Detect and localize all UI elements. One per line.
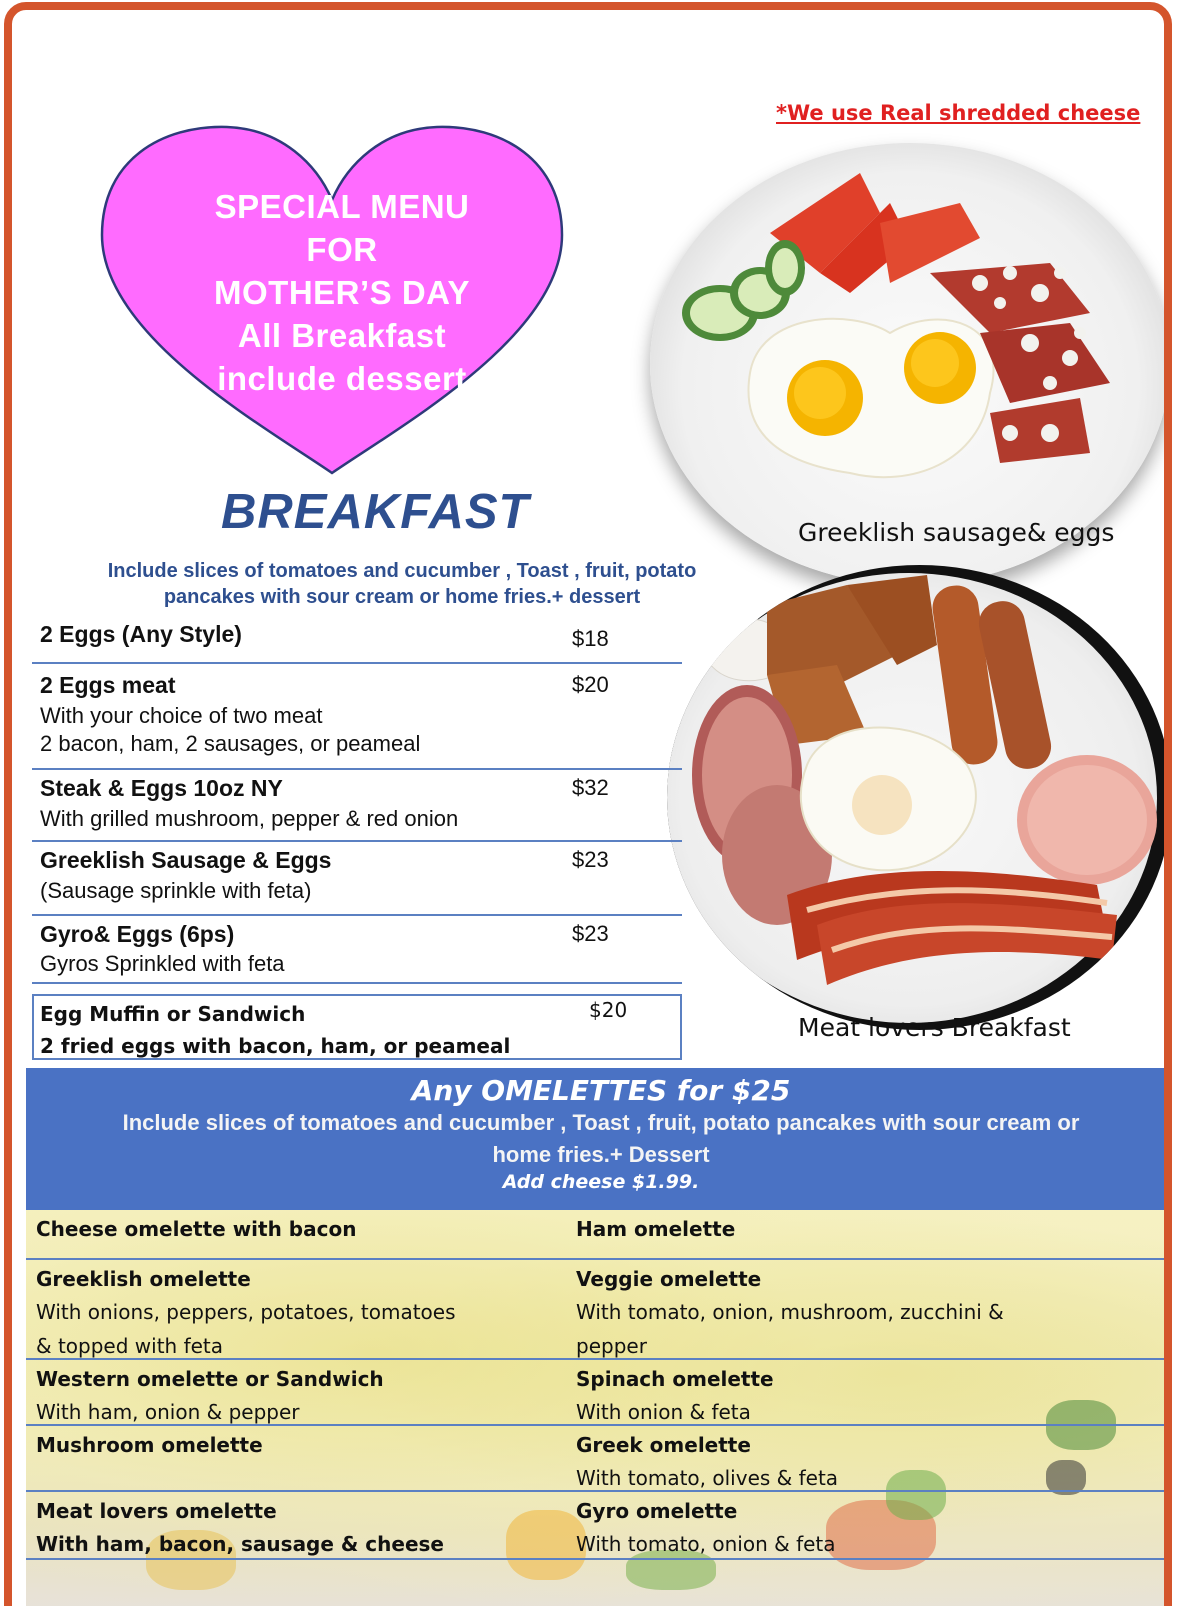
omelette-name: Spinach omelette	[576, 1367, 774, 1391]
heart-line-5: include dessert	[217, 360, 467, 397]
add-cheese-note: Add cheese $1.99.	[502, 1171, 700, 1193]
omelette-name: Cheese omelette with bacon	[36, 1217, 357, 1241]
cheese-note: *We use Real shredded cheese	[776, 101, 1141, 125]
item-desc: Gyros Sprinkled with feta	[40, 951, 285, 976]
item-name: Gyro& Eggs (6ps)	[40, 921, 235, 947]
omelette-desc: With ham, onion & pepper	[36, 1400, 300, 1424]
omelette-left	[26, 1426, 566, 1464]
item-price: $20	[589, 998, 628, 1022]
item-name: Egg Muffin or Sandwich	[40, 1002, 306, 1026]
menu-item	[32, 664, 682, 770]
breakfast-items	[32, 618, 682, 1060]
breakfast-subtitle	[42, 558, 762, 610]
menu-frame	[4, 2, 1172, 1606]
item-price: $23	[572, 847, 609, 872]
omelettes-header	[26, 1068, 1172, 1210]
omelette-desc: & topped with feta	[36, 1334, 224, 1358]
heart-line-2: FOR	[306, 231, 378, 268]
omelette-left	[26, 1360, 566, 1432]
omelette-left	[26, 1260, 566, 1366]
omelette-desc: With onion & feta	[576, 1400, 751, 1424]
heart-line-1: SPECIAL MENU	[214, 188, 470, 225]
item-desc: 2 fried eggs with bacon, ham, or peameal	[40, 1034, 511, 1058]
omelette-right	[566, 1426, 1166, 1498]
heart-line-3: MOTHER’S DAY	[214, 274, 470, 311]
omelette-name: Gyro omelette	[576, 1499, 738, 1523]
omelette-desc: With ham, bacon, sausage & cheese	[36, 1532, 444, 1556]
omelette-right	[566, 1210, 1166, 1248]
omelette-left	[26, 1210, 566, 1248]
breakfast-subtitle-line-1: Include slices of tomatoes and cucumber , Toast , fruit, potato	[107, 560, 697, 582]
item-name: 2 Eggs meat	[40, 672, 176, 698]
breakfast-subtitle-line-2: pancakes with sour cream or home fries.+ dessert	[163, 586, 641, 608]
menu-item	[32, 770, 682, 842]
item-desc: With grilled mushroom, pepper & red onion	[40, 806, 459, 831]
table-row	[26, 1260, 1172, 1360]
omelette-desc: With tomato, onion, mushroom, zucchini &	[576, 1300, 1004, 1324]
item-desc: (Sausage sprinkle with feta)	[40, 878, 312, 903]
meat-lovers-caption: Meat lovers Breakfast	[798, 1013, 1071, 1042]
meat-lovers-plate-image	[667, 565, 1172, 1030]
omelette-desc: With tomato, olives & feta	[576, 1466, 839, 1490]
menu-item	[32, 842, 682, 916]
item-price: $20	[572, 672, 609, 697]
omelettes-background-image	[26, 1210, 1172, 1606]
table-row	[26, 1360, 1172, 1426]
omelettes-subtitle-line-1: Include slices of tomatoes and cucumber , Toast , fruit, potato pancakes with sour cream or	[122, 1110, 1080, 1135]
omelette-right	[566, 1260, 1166, 1366]
item-name: 2 Eggs (Any Style)	[40, 621, 242, 647]
omelette-left	[26, 1492, 566, 1564]
omelettes-subtitle-line-2: home fries.+ Dessert	[492, 1142, 710, 1167]
omelette-right	[566, 1360, 1166, 1432]
omelettes-title: Any OMELETTES for $25	[411, 1074, 791, 1107]
omelette-name: Veggie omelette	[576, 1267, 762, 1291]
omelette-desc: With onions, peppers, potatoes, tomatoes	[36, 1300, 456, 1324]
omelette-name: Western omelette or Sandwich	[36, 1367, 384, 1391]
omelette-desc: With tomato, onion & feta	[576, 1532, 836, 1556]
item-desc: With your choice of two meat	[40, 703, 323, 728]
item-desc: 2 bacon, ham, 2 sausages, or peameal	[40, 731, 421, 756]
item-name: Steak & Eggs 10oz NY	[40, 775, 283, 801]
item-name: Greeklish Sausage & Eggs	[40, 847, 332, 873]
item-price: $18	[572, 626, 609, 651]
table-row	[26, 1492, 1172, 1560]
table-row	[26, 1210, 1172, 1260]
omelettes-table	[26, 1210, 1172, 1560]
table-row	[26, 1426, 1172, 1492]
item-price: $32	[572, 775, 609, 800]
breakfast-title: BREAKFAST	[221, 485, 530, 539]
item-price: $23	[572, 921, 609, 946]
omelette-name: Greeklish omelette	[36, 1267, 251, 1291]
special-menu-text	[142, 185, 542, 400]
greeklish-caption: Greeklish sausage& eggs	[798, 518, 1115, 547]
omelette-desc: pepper	[576, 1334, 647, 1358]
omelette-name: Ham omelette	[576, 1217, 736, 1241]
omelette-name: Meat lovers omelette	[36, 1499, 277, 1523]
omelette-right	[566, 1492, 1166, 1564]
menu-item	[32, 994, 682, 1060]
menu-item	[32, 916, 682, 984]
heart-line-4: All Breakfast	[237, 317, 447, 354]
omelette-name: Greek omelette	[576, 1433, 751, 1457]
menu-item	[32, 618, 682, 664]
omelette-name: Mushroom omelette	[36, 1433, 263, 1457]
